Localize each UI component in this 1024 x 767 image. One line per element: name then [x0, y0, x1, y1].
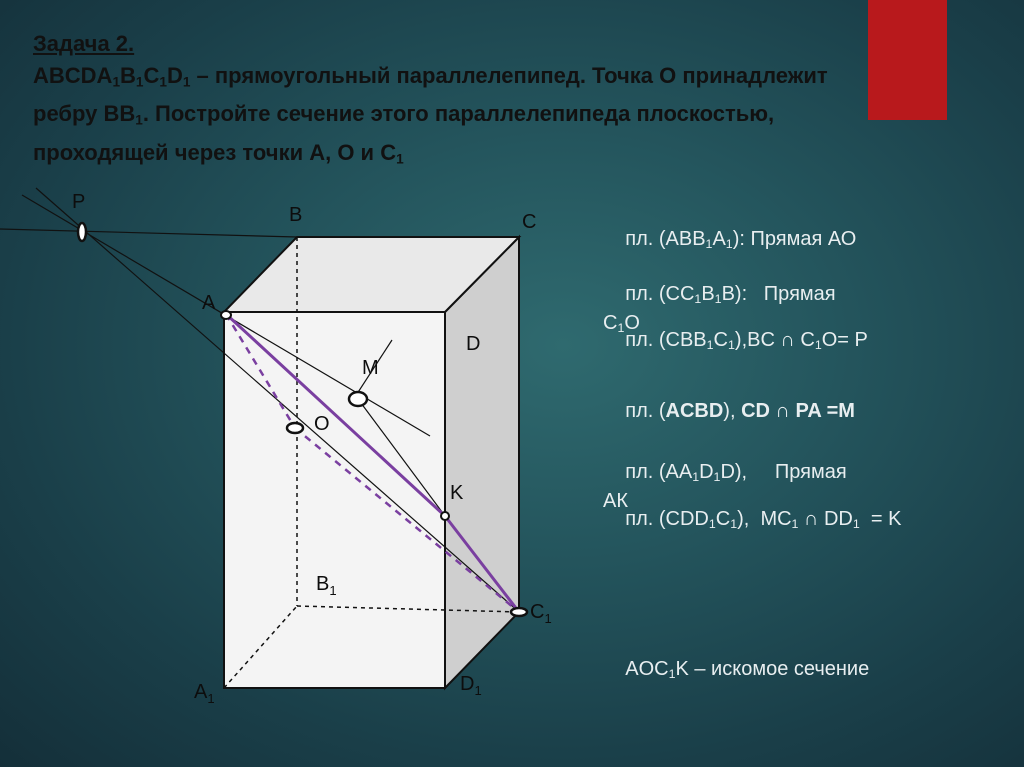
label-m: M	[362, 357, 379, 379]
point-p	[78, 223, 86, 241]
label-d: D	[466, 333, 481, 355]
label-a: A	[202, 292, 216, 314]
box-front-face	[224, 312, 445, 688]
step-2: пл. $(CC_1B_1B)$: Прямая $С_1О$	[603, 283, 836, 336]
point-c1	[511, 608, 527, 616]
point-k	[441, 512, 449, 520]
label-c1: $C_1$	[530, 601, 552, 626]
statement-line-3: проходящей через точки А, О и $С_1$	[33, 139, 404, 167]
label-b: B	[289, 204, 303, 226]
step-5: пл. $(AA_1D_1D)$, Прямая АК	[603, 461, 847, 513]
step-4: пл. (ACBD), CD ∩ PA =M	[625, 400, 855, 422]
step-1: пл. $(ABB_1A_1)$: Прямая АО	[625, 228, 857, 252]
box-right-face	[445, 237, 519, 688]
label-b1: $B_1$	[316, 573, 337, 598]
label-a1: $A_1$	[194, 681, 215, 706]
statement-line-2: ребру $BB_1$. Постройте сечение этого параллелепипеда плоскостью,	[33, 101, 775, 128]
line-pc	[0, 229, 297, 237]
label-c: C	[522, 211, 537, 233]
label-d1: $D_1$	[460, 673, 482, 698]
point-m	[349, 392, 367, 406]
label-p: P	[72, 191, 86, 213]
step-6: пл. $(CDD_1C_1)$, $MC_1$ ∩ $DD_1 = K$	[625, 508, 902, 532]
step-7-result: $AOC_1K$ – искомое сечение	[625, 658, 870, 682]
task-number: Задача 2.	[33, 31, 135, 56]
label-o: O	[314, 413, 330, 435]
statement-line-1: $ABCDA_1B_1C_1D_1$ – прямоугольный параллелепипед. Точка О принадлежит	[33, 63, 828, 90]
point-a	[221, 311, 231, 319]
step-3: пл. $(CBB_1C_1),BC$ ∩ $C_1O= P$	[625, 329, 868, 353]
point-o	[287, 423, 303, 433]
label-k: K	[450, 482, 464, 504]
